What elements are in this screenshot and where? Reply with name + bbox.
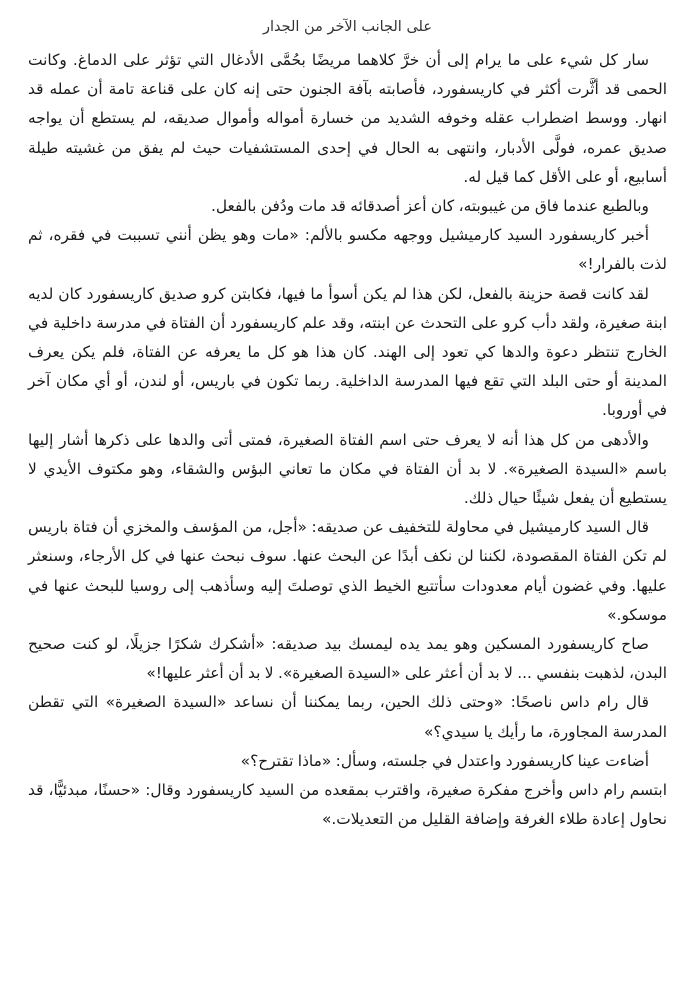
paragraph: قال السيد كارميشيل في محاولة للتخفيف عن صديقه: «أجل، من المؤسف والمخزي أن فتاة باريس لم تكن الفتاة المقصودة، لكننا لن نكف أبدًا عن البحث عنها. سوف نبحث عنها في كل الأرجاء، وسنعثر عليها. وفي غضون أيام معدودات سأتتبع الخيط الذي توصلتَ إليه وسأذهب إلى روسيا للبحث عنها في موسكو.»	[28, 518, 667, 624]
running-header: على الجانب الآخر من الجدار	[263, 19, 432, 35]
paragraph: قال رام داس ناصحًا: «وحتى ذلك الحين، ربما يمكننا أن نساعد «السيدة الصغيرة» التي تقطن المدرسة المجاورة، ما رأيك يا سيدي؟»	[28, 693, 667, 741]
body-text	[28, 46, 667, 834]
paragraph: أضاءت عينا كاريسفورد واعتدل في جلسته، وسأل: «ماذا تقترح؟»	[240, 751, 649, 770]
paragraph: وبالطبع عندما فاق من غيبوبته، كان أعز أصدقائه قد مات ودُفن بالفعل.	[210, 197, 649, 216]
paragraph: لقد كانت قصة حزينة بالفعل، لكن هذا لم يكن أسوأ ما فيها، فكابتن كرو صديق كاريسفورد كان لديه ابنة صغيرة، ولقد دأب كرو على التحدث عن ابنته، وقد علم كاريسفورد أن الفتاة في مدرسة داخلية في الخارج تنتظر دعوة والدها كي تعود إلى الهند. كان هذا هو كل ما يعرفه عن الفتاة، فلم يكن يعرف المدينة أو حتى البلد التي تقع فيها المدرسة الداخلية. ربما تكون في باريس، أو لندن، أو أي مكان آخر في أوروبا.	[28, 284, 667, 420]
paragraph: والأدهى من كل هذا أنه لا يعرف حتى اسم الفتاة الصغيرة، فمتى أتى والدها على ذكرها أشار إليها باسم «السيدة الصغيرة». لا بد أن الفتاة في مكان ما تعاني البؤس والشقاء، وهو مكتوف الأيدي لا يستطيع أن يفعل شيئًا حيال ذلك.	[28, 430, 667, 508]
paragraph: أخبر كاريسفورد السيد كارميشيل ووجهه مكسو بالألم: «مات وهو يظن أنني تسببت في فقره، ثم لذت بالفرار!»	[28, 226, 667, 274]
paragraph: سار كل شيء على ما يرام إلى أن خرَّ كلاهما مريضًا بحُمَّى الأدغال التي تؤثر على الدماغ. وكانت الحمى قد أثَّرت أكثر في كاريسفورد، فأصابته بآفة الجنون حتى إنه كان على قناعة تامة أن عمله قد انهار. ووسط اضطراب عقله وخوفه الشديد من خسارة أمواله وأموال صديقه، لم يستطع أن يواجه صديق عمره، فولَّى الأدبار، وانتهى به الحال في إحدى المستشفيات حيث لم يفق من غشيته طيلة أسابيع، أو على الأقل كما قيل له.	[28, 51, 667, 186]
paragraph: صاح كاريسفورد المسكين وهو يمد يده ليمسك بيد صديقه: «أشكرك شكرًا جزيلًا، لو كنت صحيح البدن، لذهبت بنفسي ... لا بد أن أعثر على «السيدة الصغيرة». لا بد أن أعثر عليها!»	[28, 635, 667, 683]
paragraph: ابتسم رام داس وأخرج مفكرة صغيرة، واقترب بمقعده من السيد كاريسفورد وقال: «حسنًا، مبدئيًّا، قد نحاول إعادة طلاء الغرفة وإضافة القليل من التعديلات.»	[28, 781, 667, 829]
